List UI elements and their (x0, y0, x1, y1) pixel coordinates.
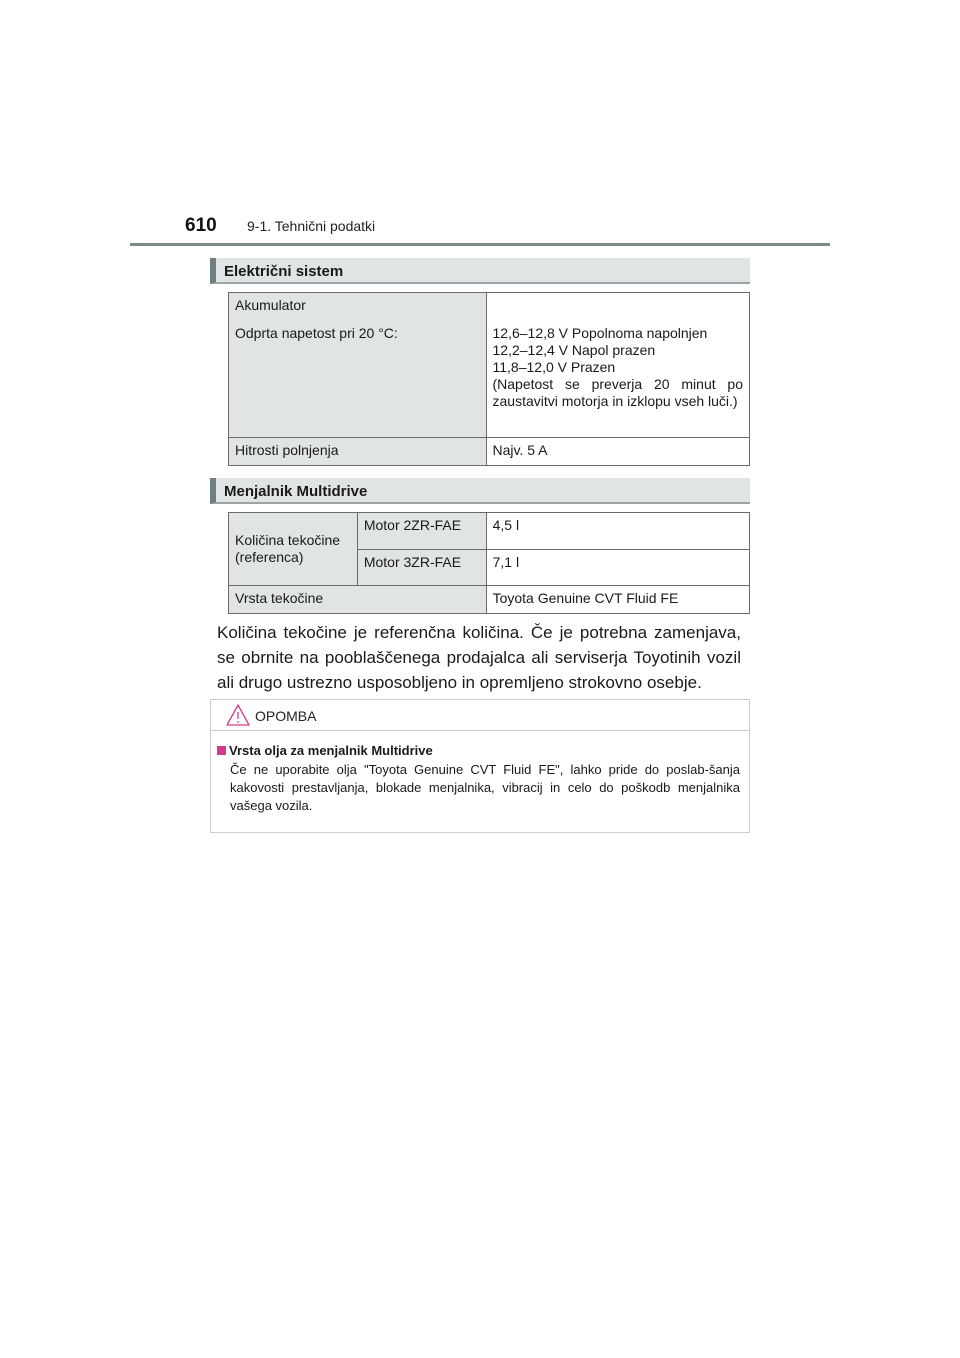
charging-rate-value: Najv. 5 A (486, 438, 750, 466)
table-row (229, 293, 750, 438)
engine-2zr-label: Motor 2ZR-FAE (357, 513, 486, 550)
fluid-capacity-label: Količina tekočine (referenca) (229, 513, 358, 586)
charging-rate-label: Hitrosti polnjenja (229, 438, 487, 466)
fluid-type-value: Toyota Genuine CVT Fluid FE (486, 586, 749, 614)
engine-3zr-value: 7,1 l (486, 550, 749, 586)
note-header (211, 700, 749, 731)
engine-2zr-value: 4,5 l (486, 513, 749, 550)
header-divider (130, 243, 830, 246)
section-title: Menjalnik Multidrive (224, 483, 368, 500)
voltage-half: 12,2–12,4 V Napol prazen (492, 342, 656, 358)
table-row (229, 438, 750, 466)
bullet-square-icon (217, 746, 226, 755)
note-item-text: Če ne uporabite olja "Toyota Genuine CVT Fluid FE", lahko pride do poslab-šanja kakovosti prestavljanja, blokade menjalnika, vibracij in celo do poškodb menjalnika vašega vozila. (230, 762, 740, 813)
open-voltage-label: Odprta napetost pri 20 °C: (235, 325, 398, 341)
battery-label: Akumulator (235, 297, 306, 313)
fluid-type-label: Vrsta tekočine (229, 586, 487, 614)
section-title: Električni sistem (224, 263, 344, 280)
note-box (210, 699, 750, 833)
section-heading-transmission (210, 478, 750, 504)
voltage-empty: 11,8–12,0 V Prazen (492, 359, 616, 375)
section-heading-electrical (210, 258, 750, 284)
warning-icon (225, 703, 251, 727)
page-number: 610 (185, 215, 217, 236)
voltage-note: (Napetost se preverja 20 minut po zaustavitvi motorja in izklopu vseh luči.) (492, 376, 743, 409)
voltage-full: 12,6–12,8 V Popolnoma napolnjen (492, 325, 708, 341)
electrical-spec-table (228, 292, 750, 466)
note-item-heading (217, 743, 433, 758)
engine-3zr-label: Motor 3ZR-FAE (357, 550, 486, 586)
transmission-spec-table (228, 512, 750, 614)
chapter-title: 9-1. Tehnični podatki (247, 218, 376, 234)
body-paragraph: Količina tekočine je referenčna količina. Če je potrebna zamenjava, se obrnite na pooblaščenega prodajalca ali serviserja Toyotinih vozil ali drugo ustrezno usposobljeno in opremljeno strokovno osebje. (217, 623, 741, 692)
table-row (229, 513, 750, 550)
note-title: OPOMBA (255, 708, 317, 724)
battery-value-cell (486, 293, 750, 438)
note-item-title: Vrsta olja za menjalnik Multidrive (229, 743, 433, 758)
table-row (229, 586, 750, 614)
battery-label-cell (229, 293, 487, 438)
